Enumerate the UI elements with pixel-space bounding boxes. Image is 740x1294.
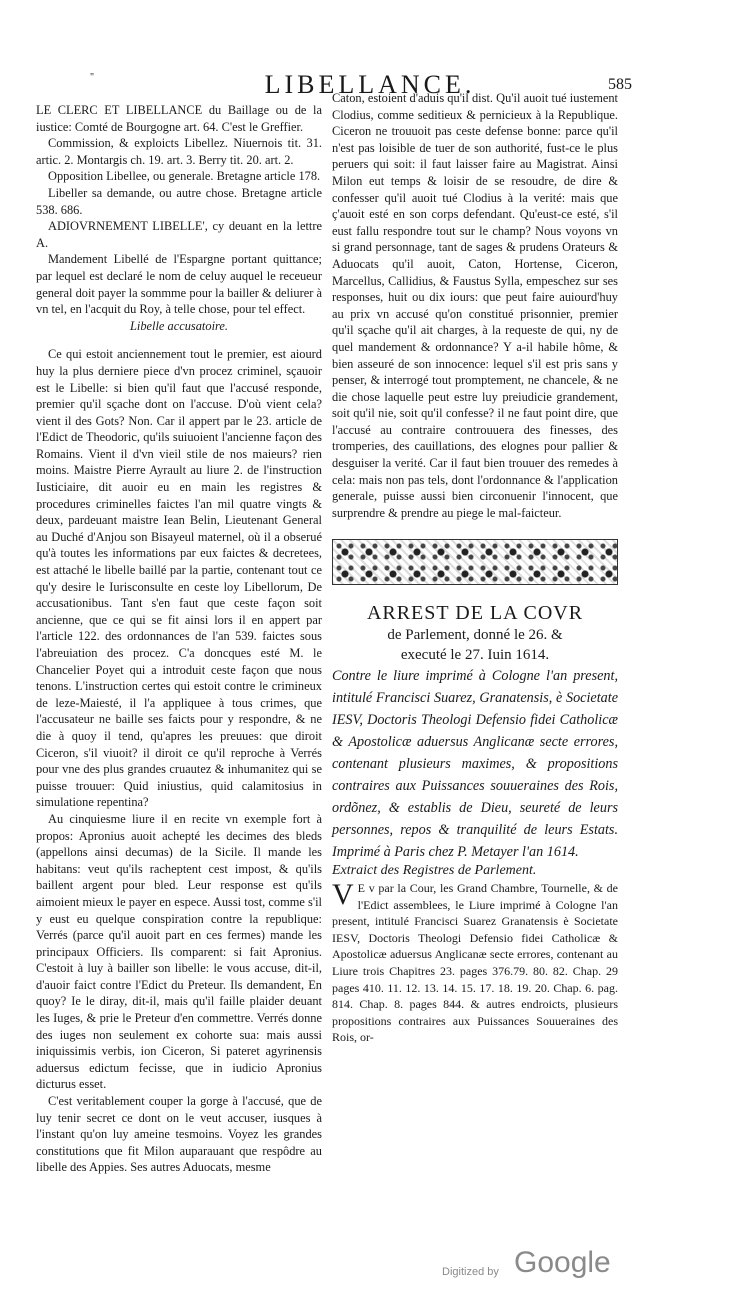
page-title: LIBELLANCE.	[264, 70, 476, 99]
paragraph: ADIOVRNEMENT LIBELLE', cy deuant en la lettre A.	[36, 219, 322, 250]
extract-heading: Extraict des Registres de Parlement.	[332, 863, 537, 879]
paragraph: C'est veritablement couper la gorge à l'accusé, que de luy tenir secret ce dont on le veut accuser, iusques à l'instant qu'on luy ameine tesmoins. Voyez les grandes constitutions que fit Milon auparauant que respôdre au libelle des Appies. Ses autres Aduocats, mesme	[36, 1094, 322, 1175]
page-number: 585	[608, 76, 632, 93]
decree-body	[332, 880, 618, 1046]
paragraph: Au cinquiesme liure il en recite vn exemple fort à propos: Apronius auoit achepté les decimes des bleds (appellons ainsi decumas) de la Sicile. Il mande les habitans: veut qu'ils racheptent cest impost, & qu'ils baillent argent pour bled. Leur response est qu'ils aimoient mieux le payer en espece. Aussi tost, comme s'il y eust eu quelque conspiration contre la republique: Verrés (parce qu'il auoit part en ces fermes) mande les principaux Officiers. Ils comparent: si fait Apronius. C'estoit à luy à bailler son libelle: le vous accuse, dit-il, d'auoir faict contre l'Edict du Preteur. Ils demandent, En quoy? Ie le diray, dit-il, mais qu'il faille plaider deuant les Iuges, & prie le Preteur d'en commettre. Verrés donne des iuges non seulement ex cohorte sua: mais aussi iniquissimis verbis, ion Ciceron, Si pateret agyrinensis aduersus edictum fecisse, que in iudicio Apronius dicturus esset.	[36, 811, 322, 1092]
arrest-subheading: de Parlement, donné le 26. &	[387, 627, 563, 644]
arrest-subheading-date: executé le 27. Iuin 1614.	[400, 647, 550, 664]
paragraph: Mandement Libellé de l'Espargne portant quittance; par lequel est declaré le nom de celuy auquel le receueur general doit payer la sommme pour la bailler & deliurer à vn tel, en l'acquit du Roy, à telle chose, pour tel effect.	[36, 252, 322, 317]
paragraph: Caton, estoient d'aduis qu'il dist. Qu'il auoit tué iustement Clodius, comme seditieux & pernicieux à la Republique. Ciceron ne trouuoit pas ceste defense bonne: parce qu'il n'est pas loisible de tuer de son authorité, fust-ce le plus peruers qui soit: il faut laisser faire au Magistrat. Ainsi Milon eut temps & loisir de se resoudre, de dire & confesser qu'il auoit tué Clodius à la verité: mais que ç'auoit esté en son corps defendant. Qu'eust-ce esté, s'il eust fallu respondre tout sur le champ? Nous voyons vn si grand personnage, tant de sages & prudens Orateurs & Aduocats qu'il auoit, Caton, Hortense, Ciceron, Marcellus, Callidius, & Faustus Sylla, empeschez sur ses responses, huit ou dix iours: que peut faire auiourd'huy au prix vn accusé qu'on constitué prisonnier, premier qu'il sçache qu'il ait charges, à la requeste de qui, ny de quel mandement & ordonnance? Y a-il habile hôme, & bien asseuré de son innocence: lequel s'il est pris sans y penser, & interrogé tout promptement, ne chancele, & ne die chose laquelle peut estre luy preiudicie grandement, soit qu'il nie, soit qu'il confesse? il ne faut point dire, que l'accusé au contraire controuuera des finesses, des tromperies, des cauillations, des elognes pour pallier & desguiser la verité. Car il faut bien trouuer des remedes à cela: mais non pas tels, dont l'ordonnance & l'application generale, puisse aussi bien circonuenir l'innocent, que surprendre & prendre au piege le mal-faicteur.	[332, 91, 618, 520]
section-heading: Libelle accusatoire.	[130, 318, 228, 333]
decorative-ornament-band	[332, 539, 618, 585]
paragraph: Commission, & exploicts Libellez. Niuernois tit. 31. artic. 2. Montargis ch. 19. art. 3. Berry tit. 20. art. 2.	[36, 136, 322, 167]
google-logo: Google	[514, 1246, 611, 1279]
left-column	[36, 102, 322, 1176]
paragraph: Libeller sa demande, ou autre chose. Bretagne article 538. 686.	[36, 185, 322, 217]
decree-summary: Contre le liure imprimé à Cologne l'an present, intitulé Francisci Suarez, Granatensis, è Societate IESV, Doctoris Theologi Defensio fidei Catholicæ & Apostolicæ aduersus Anglicanæ secte errores, contenant plusieurs maximes, & propositions contraires aux Puissances souueraines des Rois, ordõnez, & establis de Dieu, seureté de leurs personnes, repos & tranquilité de leurs Estats. Imprimé à Paris chez P. Metayer l'an 1614.	[332, 668, 618, 861]
right-column	[332, 90, 618, 1046]
arrest-heading: ARREST DE LA COVR	[366, 602, 584, 625]
decree-body-text: E v par la Cour, les Grand Chambre, Tournelle, & de l'Edict assemblees, le Liure imprimé à Cologne l'an present, intitulé Francisci Suarez Granatensis è Societate IESV, Doctoris Theologi Defensio fidei Catholicæ & Apostolicæ aduersus Anglicanæ secte errores, contenant au Liure trois Chapitres 23. pages 376.79. 80. 82. Chap. 29 pages 410. 11. 12. 13. 14. 15. 17. 18. 19. 20. Chap. 6. pag. 814. Chap. 8. pages 844. & autres endroicts, plusieurs propositions contraires aux Puissances Souueraines des Rois, or-	[332, 881, 618, 1045]
watermark-label: Digitized by	[442, 1266, 499, 1278]
drop-cap: V	[332, 878, 354, 912]
paragraph: Ce qui estoit anciennement tout le premier, est aiourd huy la plus derniere piece d'vn procez criminel, sçauoir est le Libelle: si bien qu'il faut que l'accusé responde, premier qu'il sçache dont on l'accuse. D'où vient cela? vient il des Gots? Non. Car il appert par le 23. article de l'Edict de Theodoric, qu'ils suiuoient l'ancienne façon des Romains. Vient il d'vn vieil stile de nos maieurs? rien moins. Maistre Pierre Ayrault au liure 2. de l'instruction Iusticiaire, dit auoir eu en main les registres & procedures criminelles faictes l'an mil quatre vingts & deux, pardeuant maistre Iean Belin, Lieutenant General au Duché d'Anjou son Bisayeul maternel, où il a obserué qu'à toutes les informations par eux faictes & decretees, est attaché le libelle baillé par la partie, contenant tout ce qu'y desire le Iurisconsulte en ceste loy Libellorum, De accusationibus. Tant s'en faut que ceste façon soit ancienne, que ce qui se fit ainsi lors il en appert par l'article 122. des ordonnances de l'an 539. faictes sous l'abreuiation des procez. C'a doncques esté M. le Chancelier Poyet qui a introduit ceste façon que nous tenons. L'instruction certes qui estoit contre le crimineux de leze-Maiesté, il l'a appliquee à tous crimes, que l'accusateur ne baille ses faicts pour y respondre, & ne die à quoy il tend, qu'apres les preuues: que diroit Ciceron, s'il viuoit? il diroit ce qu'il reproche à Verrés pour vne des plus grandes cruautez & inhumanitez qui se puisse trouuer: Quid iniustius, quid calamitosius in simulatione repentina?	[36, 347, 322, 810]
header-mark: "	[90, 72, 95, 83]
paragraph: LE CLERC ET LIBELLANCE du Baillage ou de la iustice: Comté de Bourgogne art. 64. C'est le Greffier.	[36, 103, 322, 134]
paragraph: Opposition Libellee, ou generale. Bretagne article 178.	[48, 169, 321, 184]
